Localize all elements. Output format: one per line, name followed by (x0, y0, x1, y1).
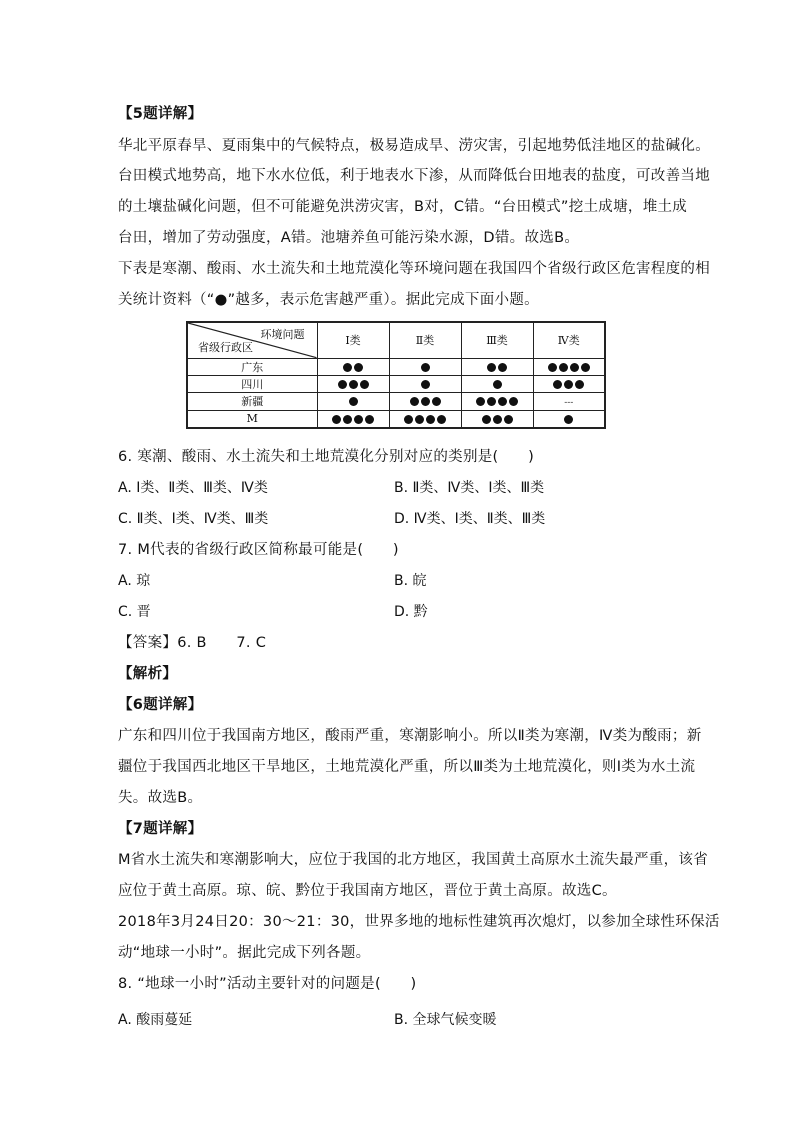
severity-dot (575, 380, 584, 389)
severity-dot (476, 397, 485, 406)
q6-detail-heading: 【6题详解】 (118, 697, 203, 713)
row-label: 四川 (187, 375, 317, 392)
row-label: 新疆 (187, 393, 317, 410)
severity-dot (360, 380, 369, 389)
severity-dot (493, 415, 502, 424)
severity-dot (426, 415, 435, 424)
severity-dot (548, 363, 557, 372)
column-header: Ⅱ类 (389, 322, 461, 358)
dot-cell (317, 410, 389, 428)
q7-option-a[interactable]: A. 琼 (118, 573, 151, 589)
q7-option-d[interactable]: D. 黔 (394, 604, 428, 620)
q7-detail-line-2: 应位于黄土高原。琼、皖、黔位于我国南方地区，晋位于黄土高原。故选C。 (118, 883, 617, 899)
severity-dot (498, 397, 507, 406)
dot-cell (461, 393, 533, 410)
severity-dot (338, 380, 347, 389)
dot-cell (533, 375, 605, 392)
severity-dot (482, 415, 491, 424)
q7-detail-line-1: M省水土流失和寒潮影响大，应位于我国的北方地区，我国黄土高原水土流失最严重，该省 (118, 852, 709, 868)
hazard-table (186, 321, 606, 429)
q5-detail-line-1: 华北平原春旱、夏雨集中的气候特点，极易造成旱、涝灾害，引起地势低洼地区的盐碱化。 (118, 138, 710, 154)
dot-cell (317, 375, 389, 392)
severity-dot (415, 415, 424, 424)
q5-detail-line-3: 的土壤盐碱化问题，但不可能避免洪涝灾害，B对，C错。“台田模式”挖土成塘，堆土成 (118, 199, 688, 215)
q5-detail-line-2: 台田模式地势高，地下水水位低，利于地表水下渗，从而降低台田地表的盐度，可改善当地 (118, 168, 710, 184)
severity-dot (365, 415, 374, 424)
dot-cell (317, 358, 389, 375)
q7-option-c[interactable]: C. 晋 (118, 604, 151, 620)
dot-cell (533, 393, 605, 410)
column-header: Ⅰ类 (317, 322, 389, 358)
dot-cell (317, 393, 389, 410)
severity-dot (553, 380, 562, 389)
severity-dot (343, 363, 352, 372)
q7-stem: 7. M代表的省级行政区简称最可能是( ) (118, 542, 399, 558)
severity-dot (421, 397, 430, 406)
corner-label-problem: 环境问题 (260, 328, 305, 341)
severity-dot (509, 397, 518, 406)
severity-dot (487, 397, 496, 406)
severity-dot (432, 397, 441, 406)
severity-dot (343, 415, 352, 424)
dot-cell (389, 358, 461, 375)
analysis-heading: 【解析】 (118, 666, 178, 682)
dot-cell (533, 358, 605, 375)
severity-dot (421, 363, 430, 372)
q6-detail-line-1: 广东和四川位于我国南方地区，酸雨严重，寒潮影响小。所以Ⅱ类为寒潮，Ⅳ类为酸雨；新 (118, 728, 702, 744)
severity-dot (570, 363, 579, 372)
dot-cell (389, 375, 461, 392)
severity-dot (410, 397, 419, 406)
empty-mark: --- (564, 397, 574, 408)
table-row (187, 358, 605, 375)
column-header: Ⅲ类 (461, 322, 533, 358)
severity-dot (581, 363, 590, 372)
column-header: Ⅳ类 (533, 322, 605, 358)
earth-hour-intro-line-2: 动“地球一小时”。据此完成下列各题。 (118, 945, 371, 961)
table-row (187, 410, 605, 428)
q5-detail-heading: 【5题详解】 (118, 106, 203, 122)
dot-cell (389, 410, 461, 428)
severity-dot (487, 363, 496, 372)
table-row (187, 393, 605, 410)
q7-option-b[interactable]: B. 皖 (394, 573, 427, 589)
q8-option-b[interactable]: B. 全球气候变暖 (394, 1012, 497, 1028)
q5-detail-line-4: 台田，增加了劳动强度，A错。池塘养鱼可能污染水源，D错。故选B。 (118, 230, 580, 246)
severity-dot (564, 415, 573, 424)
q8-option-a[interactable]: A. 酸雨蔓延 (118, 1012, 193, 1028)
severity-dot (354, 363, 363, 372)
severity-dot (437, 415, 446, 424)
severity-dot (349, 380, 358, 389)
table-row (187, 375, 605, 392)
dot-cell (533, 410, 605, 428)
q6-detail-line-3: 失。故选B。 (118, 790, 203, 806)
dot-cell (461, 375, 533, 392)
severity-dot (504, 415, 513, 424)
dot-cell (461, 410, 533, 428)
severity-dot (564, 380, 573, 389)
severity-dot (493, 380, 502, 389)
severity-dot (404, 415, 413, 424)
severity-dot (421, 380, 430, 389)
q6-option-b[interactable]: B. Ⅱ类、Ⅳ类、Ⅰ类、Ⅲ类 (394, 480, 545, 496)
answer-line: 【答案】6. B 7. C (118, 635, 267, 651)
earth-hour-intro-line-1: 2018年3月24日20：30～21：30，世界多地的地标性建筑再次熄灯，以参加全球性环保活 (118, 914, 720, 930)
q6-option-d[interactable]: D. Ⅳ类、Ⅰ类、Ⅱ类、Ⅲ类 (394, 511, 546, 527)
q6-option-a[interactable]: A. Ⅰ类、Ⅱ类、Ⅲ类、Ⅳ类 (118, 480, 268, 496)
row-label: M (187, 410, 317, 428)
severity-dot (498, 363, 507, 372)
dot-cell (389, 393, 461, 410)
q6-stem: 6. 寒潮、酸雨、水土流失和土地荒漠化分别对应的类别是( ) (118, 449, 535, 465)
q6-detail-line-2: 疆位于我国西北地区干旱地区，土地荒漠化严重，所以Ⅲ类为土地荒漠化，则Ⅰ类为水土流 (118, 759, 696, 775)
q7-detail-heading: 【7题详解】 (118, 821, 203, 837)
severity-dot (349, 397, 358, 406)
severity-dot (332, 415, 341, 424)
q8-stem: 8. “地球一小时”活动主要针对的问题是( ) (118, 976, 417, 992)
q6-option-c[interactable]: C. Ⅱ类、Ⅰ类、Ⅳ类、Ⅲ类 (118, 511, 269, 527)
corner-label-region: 省级行政区 (198, 340, 253, 354)
severity-dot (559, 363, 568, 372)
row-label: 广东 (187, 358, 317, 375)
table-intro-line-2: 关统计资料（“●”越多，表示危害越严重）。据此完成下面小题。 (118, 292, 539, 308)
dot-cell (461, 358, 533, 375)
severity-dot (354, 415, 363, 424)
table-intro-line-1: 下表是寒潮、酸雨、水土流失和土地荒漠化等环境问题在我国四个省级行政区危害程度的相 (118, 261, 710, 277)
table-corner-header (187, 322, 317, 358)
